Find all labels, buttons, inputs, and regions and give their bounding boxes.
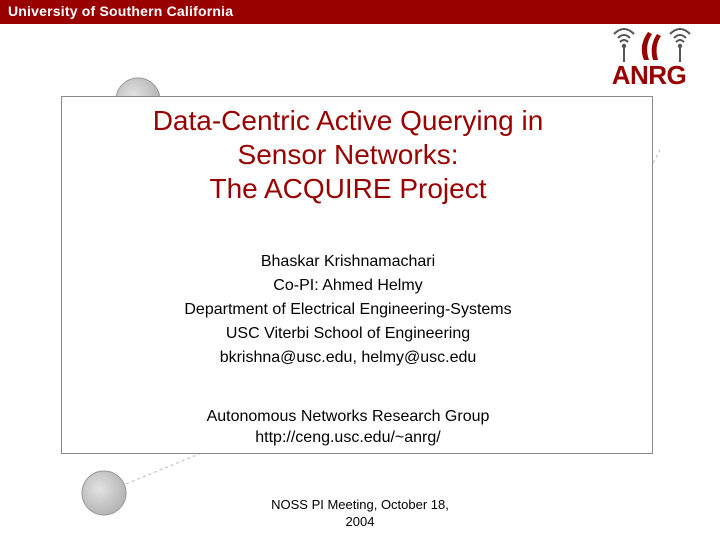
- co-pi: Co-PI: Ahmed Helmy: [273, 277, 423, 294]
- title-line-1: Data-Centric Active Querying in: [152, 105, 544, 136]
- research-group-block: [61, 406, 635, 448]
- network-node: [82, 471, 126, 515]
- meeting-line-2: 2004: [345, 514, 375, 529]
- title-line-2: Sensor Networks:: [237, 139, 459, 170]
- department: Department of Electrical Engineering-Systems: [184, 301, 512, 318]
- author-name: Bhaskar Krishnamachari: [260, 253, 436, 270]
- title-line-3: The ACQUIRE Project: [209, 173, 487, 204]
- author-block: [61, 250, 635, 370]
- university-name: University of Southern California: [8, 3, 234, 19]
- group-name: Autonomous Networks Research Group: [206, 408, 490, 425]
- meeting-info: [250, 496, 470, 530]
- anrg-logo-text: ANRG: [611, 60, 687, 90]
- slide-title: [61, 104, 635, 206]
- emails: bkrishna@usc.edu, helmy@usc.edu: [219, 349, 477, 366]
- meeting-line-1: NOSS PI Meeting, October 18,: [271, 497, 449, 512]
- school: USC Viterbi School of Engineering: [225, 325, 471, 342]
- group-url: http://ceng.usc.edu/~anrg/: [255, 429, 441, 446]
